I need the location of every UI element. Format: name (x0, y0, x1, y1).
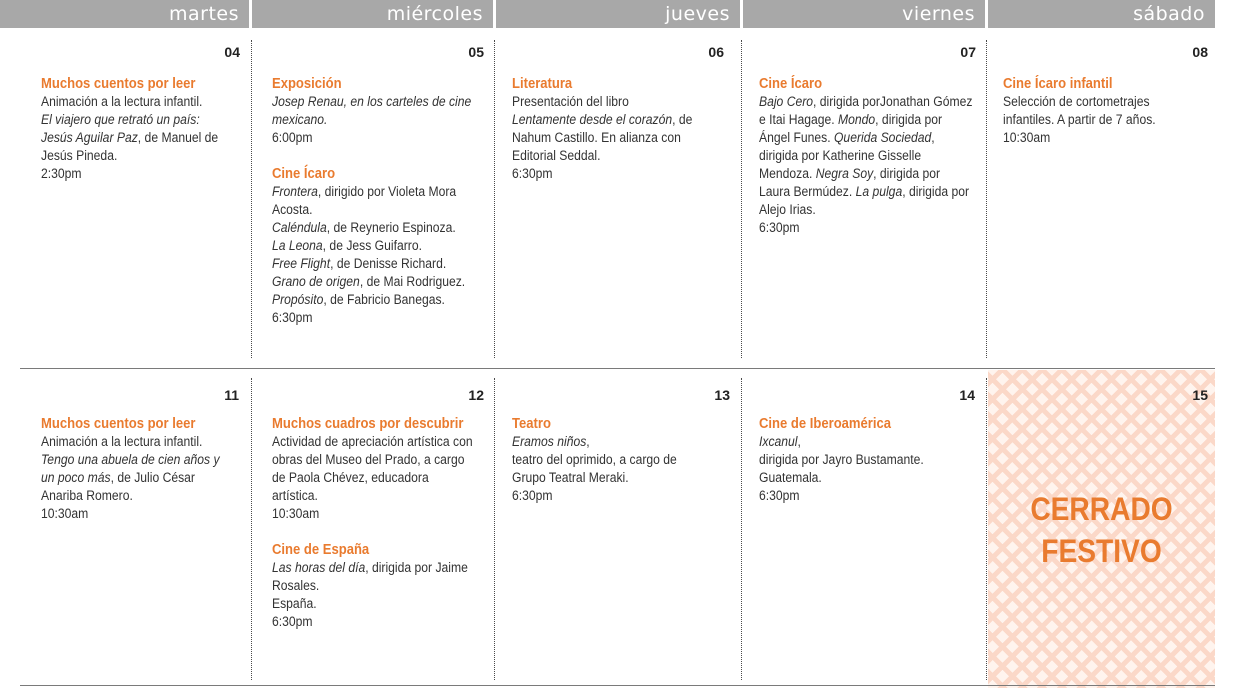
work-title: Jesús Aguilar Paz (41, 130, 138, 145)
day-number: 12 (468, 387, 484, 403)
work-title: Free Flight (272, 256, 331, 271)
event-text: , dirigida por (902, 184, 970, 199)
event-title: Muchos cuadros por descubrir (272, 416, 464, 432)
column-divider (741, 378, 742, 680)
event-line (41, 469, 248, 487)
day-number: 06 (708, 44, 724, 60)
day-number: 05 (468, 44, 484, 60)
event-text: dirigida por Jayro Bustamante. (759, 452, 924, 467)
day-cell (41, 75, 248, 201)
event-text: , de Reynerio Espinoza. (326, 220, 456, 235)
event-block (41, 415, 248, 523)
event-line (759, 183, 984, 201)
event-text: Laura Bermúdez. (759, 184, 856, 199)
event-title: Muchos cuentos por leer (41, 76, 196, 92)
event-line (759, 93, 984, 111)
event-line (41, 451, 248, 469)
event-title: Cine de España (272, 542, 370, 558)
event-line (272, 219, 488, 237)
event-line (41, 93, 248, 111)
column-divider (494, 378, 495, 680)
event-text: Presentación del libro (512, 94, 629, 109)
event-line (759, 487, 975, 505)
day-number: 11 (224, 387, 239, 403)
event-text: 6:30pm (512, 166, 553, 181)
event-title: Muchos cuentos por leer (41, 416, 196, 432)
work-title: Propósito (272, 292, 324, 307)
event-text: Grupo Teatral Meraki. (512, 470, 629, 485)
event-line (272, 595, 493, 613)
event-line (41, 147, 248, 165)
column-divider (741, 40, 742, 358)
event-text: Actividad de apreciación artística con (272, 434, 473, 449)
event-line (759, 433, 975, 451)
event-line (512, 147, 728, 165)
event-block (272, 75, 488, 147)
event-text: , de Fabricio Banegas. (323, 292, 445, 307)
closed-line: CERRADO (1030, 491, 1173, 527)
work-title: Grano de origen (272, 274, 360, 289)
event-line (272, 505, 493, 523)
day-number: 07 (960, 44, 976, 60)
event-line (759, 201, 984, 219)
event-text: , dirigida por Jaime (365, 560, 468, 575)
event-text: , (586, 434, 590, 449)
event-line (41, 505, 248, 523)
event-line (512, 165, 728, 183)
event-line (272, 451, 493, 469)
work-title: Tengo una abuela de cien años y (41, 452, 220, 467)
day-cell (759, 75, 984, 255)
weekday-martes: martes (0, 0, 249, 28)
event-line (272, 469, 493, 487)
day-number: 15 (1192, 387, 1208, 403)
event-line (272, 291, 488, 309)
work-title: Josep Renau, en los carteles de cine (272, 94, 472, 109)
event-line (512, 129, 728, 147)
event-text: Jesús Pineda. (41, 148, 118, 163)
event-block (272, 415, 493, 523)
event-text: , dirigida por (875, 112, 943, 127)
event-text: Nahum Castillo. En alianza con (512, 130, 681, 145)
event-line (759, 469, 975, 487)
event-line (272, 201, 488, 219)
event-text: , de Mai Rodriguez. (359, 274, 466, 289)
event-text: , (797, 434, 801, 449)
event-title: Literatura (512, 76, 573, 92)
event-text: , (931, 130, 935, 145)
event-line (759, 111, 984, 129)
column-divider (986, 378, 987, 680)
event-text: , de Denisse Richard. (330, 256, 447, 271)
weekday-miercoles: miércoles (252, 0, 493, 28)
event-block (41, 75, 248, 183)
event-line (41, 487, 248, 505)
event-line (759, 219, 984, 237)
event-line (272, 237, 488, 255)
work-title: un poco más (41, 470, 111, 485)
day-cell (1003, 75, 1215, 165)
event-line (41, 111, 248, 129)
weekday-viernes: viernes (743, 0, 985, 28)
event-text: Editorial Seddal. (512, 148, 601, 163)
event-text: Animación a la lectura infantil. (41, 94, 203, 109)
event-text: , de Manuel de (137, 130, 219, 145)
event-block (272, 165, 488, 327)
bottom-rule (20, 685, 1215, 686)
day-number: 13 (714, 387, 730, 403)
event-line (272, 577, 493, 595)
event-line (272, 273, 488, 291)
event-text: Acosta. (272, 202, 313, 217)
event-text: Animación a la lectura infantil. (41, 434, 203, 449)
event-line (512, 487, 728, 505)
event-text: artística. (272, 488, 318, 503)
event-line (1003, 93, 1215, 111)
event-line (272, 433, 493, 451)
event-title: Teatro (512, 416, 551, 432)
event-block (512, 75, 728, 183)
day-cell (512, 75, 728, 201)
event-line (512, 111, 728, 129)
event-line (272, 559, 493, 577)
event-text: 10:30am (1003, 130, 1051, 145)
event-line (272, 111, 488, 129)
event-line (512, 451, 728, 469)
work-title: Lentamente desde el corazón (512, 112, 673, 127)
work-title: Caléndula (272, 220, 327, 235)
event-title: Exposición (272, 76, 342, 92)
event-line (41, 165, 248, 183)
event-text: 6:30pm (759, 220, 800, 235)
event-text: 10:30am (272, 506, 320, 521)
event-block (759, 75, 984, 237)
event-text: , de Julio César (110, 470, 195, 485)
column-divider (251, 40, 252, 358)
event-text: , dirigida porJonathan Gómez (813, 94, 973, 109)
event-text: , de (672, 112, 693, 127)
work-title: Frontera (272, 184, 318, 199)
work-title: La pulga (855, 184, 903, 199)
column-divider (494, 40, 495, 358)
work-title: Ixcanul (759, 434, 798, 449)
event-text: Ángel Funes. (759, 130, 834, 145)
day-cell (272, 415, 493, 649)
event-title: Cine Ícaro (272, 166, 336, 182)
day-cell (512, 415, 728, 523)
event-line (759, 129, 984, 147)
day-number: 04 (224, 44, 240, 60)
event-text: infantiles. A partir de 7 años. (1003, 112, 1156, 127)
event-text: obras del Museo del Prado, a cargo (272, 452, 465, 467)
column-divider (986, 40, 987, 358)
event-title: Cine Ícaro (759, 76, 823, 92)
work-title: El viajero que retrató un país: (41, 112, 200, 127)
event-block (512, 415, 728, 505)
closed-line: FESTIVO (1041, 533, 1162, 569)
weekday-jueves: jueves (496, 0, 740, 28)
event-text: 6:30pm (512, 488, 553, 503)
event-text: Rosales. (272, 578, 320, 593)
closed-holiday-label (1002, 488, 1202, 572)
event-text: 6:00pm (272, 130, 313, 145)
event-text: e Itai Hagage. (759, 112, 839, 127)
event-block (759, 415, 975, 505)
event-title: Cine de Iberoamérica (759, 416, 892, 432)
event-line (1003, 111, 1215, 129)
event-text: 6:30pm (272, 614, 313, 629)
event-text: Alejo Irias. (759, 202, 816, 217)
day-cell (272, 75, 488, 345)
work-title: Querida Sociedad (833, 130, 932, 145)
event-line (759, 147, 984, 165)
work-title: Bajo Cero (759, 94, 814, 109)
event-text: , dirigido por Violeta Mora (317, 184, 457, 199)
event-text: Selección de cortometrajes (1003, 94, 1150, 109)
event-block (1003, 75, 1215, 147)
event-line (512, 469, 728, 487)
event-line (272, 255, 488, 273)
day-number: 14 (959, 387, 975, 403)
event-text: , dirigida por (873, 166, 941, 181)
event-line (512, 433, 728, 451)
event-text: Anariba Romero. (41, 488, 133, 503)
event-line (1003, 129, 1215, 147)
work-title: La Leona (272, 238, 323, 253)
event-text: 10:30am (41, 506, 89, 521)
work-title: Eramos niños (512, 434, 587, 449)
event-line (272, 487, 493, 505)
event-text: Mendoza. (759, 166, 816, 181)
event-line (272, 613, 493, 631)
event-line (272, 183, 488, 201)
event-line (41, 433, 248, 451)
event-text: España. (272, 596, 317, 611)
event-text: 6:30pm (272, 310, 313, 325)
event-line (272, 129, 488, 147)
event-line (41, 129, 248, 147)
weekday-header (0, 0, 1239, 28)
event-line (759, 451, 975, 469)
event-line (272, 309, 488, 327)
event-text: 6:30pm (759, 488, 800, 503)
event-text: , de Jess Guifarro. (322, 238, 422, 253)
event-title: Cine Ícaro infantil (1003, 76, 1113, 92)
work-title: Las horas del día (272, 560, 366, 575)
event-block (272, 541, 493, 631)
work-title: Mondo (838, 112, 876, 127)
week-divider (20, 368, 1215, 369)
day-cell (41, 415, 248, 541)
column-divider (251, 378, 252, 680)
event-text: teatro del oprimido, a cargo de (512, 452, 677, 467)
event-text: dirigida por Katherine Gisselle (759, 148, 922, 163)
event-text: 2:30pm (41, 166, 82, 181)
event-line (512, 93, 728, 111)
event-text: de Paola Chévez, educadora (272, 470, 429, 485)
event-line (272, 93, 488, 111)
event-text: Guatemala. (759, 470, 822, 485)
weekday-sabado: sábado (988, 0, 1215, 28)
day-cell (759, 415, 975, 523)
event-line (759, 165, 984, 183)
day-number: 08 (1192, 44, 1208, 60)
work-title: Negra Soy (815, 166, 874, 181)
work-title: mexicano. (272, 112, 328, 127)
